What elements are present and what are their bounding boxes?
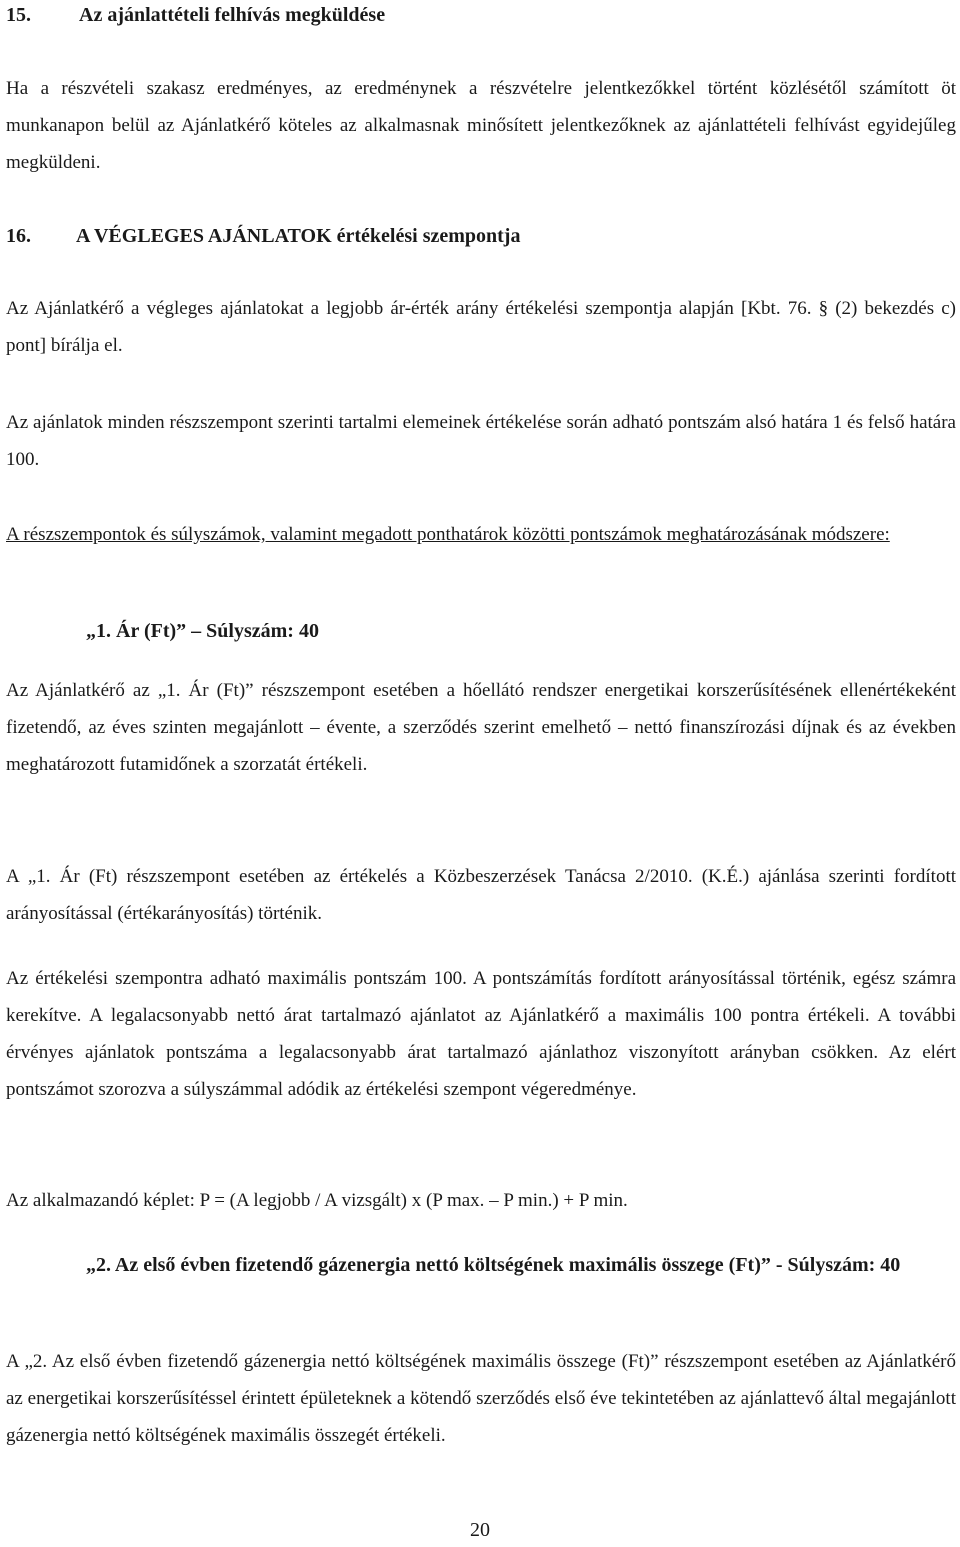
formula-line: Az alkalmazandó képlet: P = (A legjobb / A vizsgált) x (P max. – P min.) + P min. — [6, 1190, 628, 1211]
section-16-number: 16. — [6, 225, 31, 247]
section-16-paragraph-2: Az ajánlatok minden részszempont szerinti tartalmi elemeinek értékelése során adható pontszám alsó határa 1 és felső határa 100. — [6, 412, 956, 470]
criterion-1-paragraph-3: Az értékelési szempontra adható maximális pontszám 100. A pontszámítás fordított arányosítással történik, egész számra kerekítve. A legalacsonyabb nettó árat tartalmazó ajánlatot az Ajánlatkérő a maximális 100 pontra értékeli. A további érvényes ajánlatok pontszáma a legalacsonyabb árat tartalmazó ajánlathoz viszonyított arányban csökken. Az elért pontszámot szorozva a súlyszámmal adódik az értékelési szempont végeredménye. — [6, 968, 956, 1100]
section-16-title: A VÉGLEGES AJÁNLATOK értékelési szempontja — [76, 225, 521, 247]
evaluation-method-heading: A részszempontok és súlyszámok, valamint megadott ponthatárok közötti pontszámok meghatározásának módszere: — [6, 524, 890, 545]
criterion-2-title: „2. Az első évben fizetendő gázenergia nettó költségének maximális összege (Ft)” - Súlyszám: 40 — [86, 1254, 901, 1276]
section-16-paragraph-1: Az Ajánlatkérő a végleges ajánlatokat a legjobb ár-érték arány értékelési szempontja alapján [Kbt. 76. § (2) bekezdés c) pont] bírálja el. — [6, 298, 956, 356]
section-15-paragraph: Ha a részvételi szakasz eredményes, az eredménynek a részvételre jelentkezőkkel történt közlésétől számított öt munkanapon belül az Ajánlatkérő köteles az alkalmasnak minősített jelentkezőknek az ajánlattételi felhívást egyidejűleg megküldeni. — [6, 78, 956, 173]
criterion-1-paragraph-1: Az Ajánlatkérő az „1. Ár (Ft)” részszempont esetében a hőellátó rendszer energetikai korszerűsítésének ellenértékeként fizetendő, az éves szinten megajánlott – évente, a szerződés szerint emelhető – nettó finanszírozási díjnak és az években meghatározott futamidőnek a szorzatát értékeli. — [6, 680, 956, 775]
criterion-1-title: „1. Ár (Ft)” – Súlyszám: 40 — [86, 620, 319, 642]
criterion-2-paragraph-1: A „2. Az első évben fizetendő gázenergia nettó költségének maximális összege (Ft)” részszempont esetében az Ajánlatkérő az energetikai korszerűsítéssel érintett épületeknek a kötendő szerződés első éve tekintetében az ajánlattevő által megajánlott gázenergia nettó költségének maximális összegét értékeli. — [6, 1351, 956, 1446]
page-number: 20 — [470, 1519, 490, 1541]
section-15-heading — [6, 2, 956, 28]
section-15-number: 15. — [6, 4, 31, 26]
section-16-heading — [6, 223, 956, 249]
section-15-title: Az ajánlattételi felhívás megküldése — [79, 4, 386, 26]
criterion-1-paragraph-2: A „1. Ár (Ft) részszempont esetében az értékelés a Közbeszerzések Tanácsa 2/2010. (K.É.) ajánlása szerinti fordított arányosítással (értékarányosítás) történik. — [6, 866, 956, 924]
